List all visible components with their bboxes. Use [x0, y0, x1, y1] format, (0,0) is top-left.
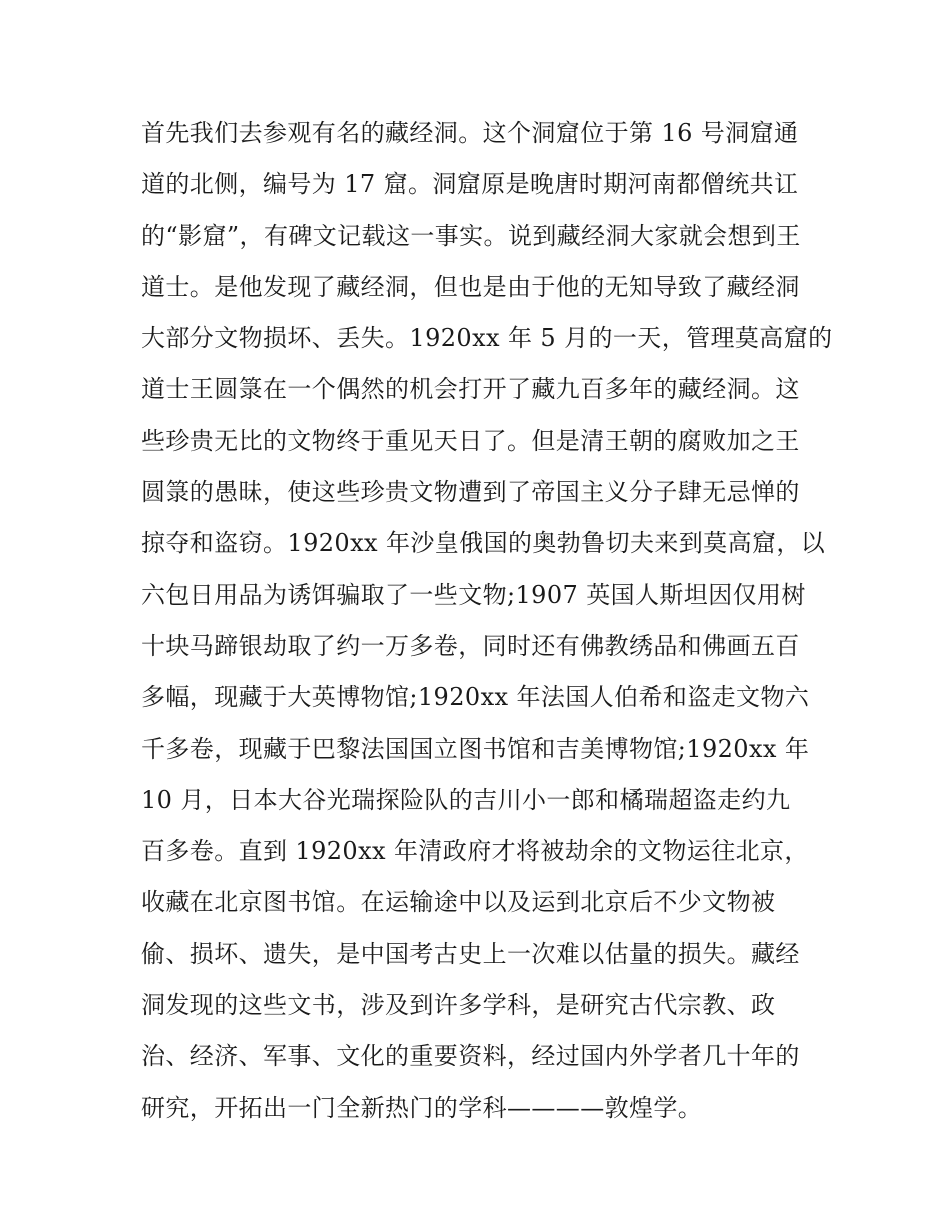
text-line: 道的北侧，编号为 17 窟。洞窟原是晚唐时期河南都僧统共讧 [141, 170, 799, 199]
text-line: 百多卷。直到 1920xx 年清政府才将被劫余的文物运往北京， [141, 837, 809, 866]
text-line: 圆箓的愚昧，使这些珍贵文物遭到了帝国主义分子肆无忌惮的 [141, 478, 800, 507]
text-line: 10 月，日本大谷光瑞探险队的吉川小一郎和橘瑞超盗走约九 [141, 785, 791, 814]
body-paragraph [141, 108, 833, 1134]
text-line: 的“影窟”，有碑文记载这一事实。说到藏经洞大家就会想到王 [141, 221, 801, 250]
text-line: 研究，开拓出一门全新热门的学科————敦煌学。 [141, 1093, 703, 1122]
text-line: 六包日用品为诱饵骗取了一些文物;1907 英国人斯坦因仅用树 [141, 580, 806, 609]
text-line: 十块马蹄银劫取了约一万多卷，同时还有佛教绣品和佛画五百 [141, 631, 800, 660]
text-line: 道士王圆箓在一个偶然的机会打开了藏九百多年的藏经洞。这 [141, 375, 800, 404]
text-line: 收藏在北京图书馆。在运输途中以及运到北京后不少文物被 [141, 888, 776, 917]
text-line: 些珍贵无比的文物终于重见天日了。但是清王朝的腐败加之王 [141, 426, 800, 455]
text-line: 掠夺和盗窃。1920xx 年沙皇俄国的奥勃鲁切夫来到莫高窟，以 [141, 529, 826, 558]
text-line: 道士。是他发现了藏经洞，但也是由于他的无知导致了藏经洞 [141, 272, 800, 301]
text-line: 洞发现的这些文书，涉及到许多学科，是研究古代宗教、政 [141, 991, 776, 1020]
text-line: 多幅，现藏于大英博物馆;1920xx 年法国人伯希和盗走文物六 [141, 683, 810, 712]
text-line: 大部分文物损坏、丢失。1920xx 年 5 月的一天，管理莫高窟的 [141, 324, 833, 353]
text-line: 偷、损坏、遗失，是中国考古史上一次难以估量的损失。藏经 [141, 939, 800, 968]
text-line: 治、经济、军事、文化的重要资料，经过国内外学者几十年的 [141, 1042, 800, 1071]
text-line: 首先我们去参观有名的藏经洞。这个洞窟位于第 16 号洞窟通 [141, 119, 799, 147]
text-line: 千多卷，现藏于巴黎法国国立图书馆和吉美博物馆;1920xx 年 [141, 734, 810, 763]
